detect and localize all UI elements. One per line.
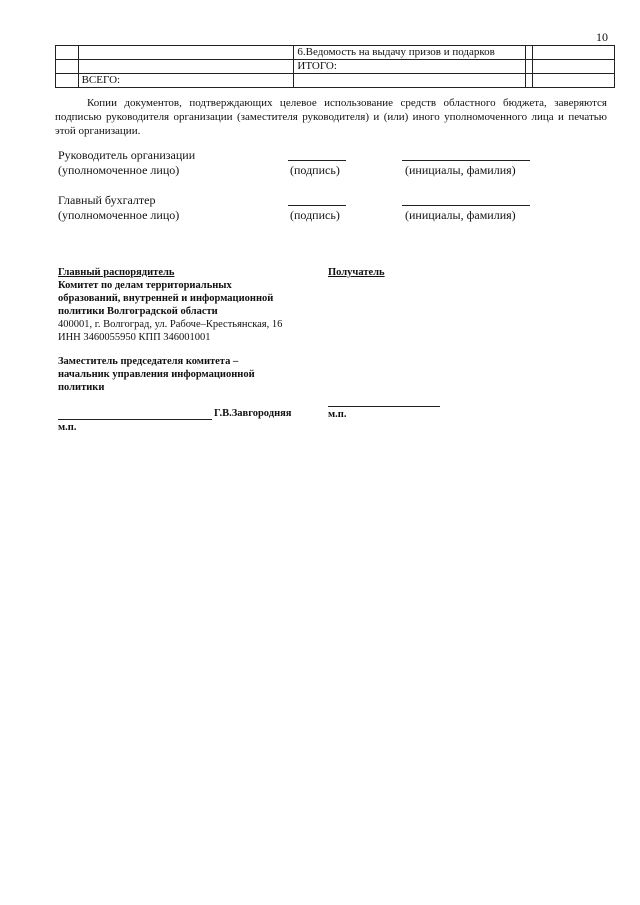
position-line: Заместитель председателя комитета – (58, 356, 239, 367)
table-cell: ИТОГО: (294, 60, 525, 74)
org-line: политики Волгоградской области (58, 306, 218, 317)
left-signature-line (58, 419, 212, 420)
signature-role-2 (58, 193, 179, 223)
org-address: 400001, г. Волгоград, ул. Рабоче–Крестьянская, 16 (58, 319, 283, 330)
table-cell (532, 60, 614, 74)
table-row (56, 74, 615, 88)
table-cell: 6.Ведомость на выдачу призов и подарков (294, 46, 525, 60)
table-cell (78, 60, 294, 74)
table-cell (294, 74, 525, 88)
table-cell (532, 46, 614, 60)
role-title: Руководитель организации (58, 148, 196, 162)
table-row (56, 46, 615, 60)
table-cell (78, 46, 294, 60)
name-line (402, 205, 530, 206)
org-line: образований, внутренней и информационной (58, 293, 274, 304)
table-cell (525, 46, 532, 60)
signer-name: Г.В.Завгородняя (214, 408, 292, 419)
table-cell (56, 46, 79, 60)
table-row (56, 60, 615, 74)
position-line: начальник управления информационной (58, 369, 255, 380)
role-subtitle: (уполномоченное лицо) (58, 208, 180, 222)
report-table (55, 45, 615, 88)
table-cell (56, 74, 79, 88)
right-stamp-label: м.п. (328, 409, 347, 420)
table-cell (532, 74, 614, 88)
role-subtitle: (уполномоченное лицо) (58, 163, 180, 177)
left-heading: Главный распорядитель (58, 267, 175, 278)
copies-paragraph-text: Копии документов, подтверждающих целевое использование средств областного бюджета, заверяются подписью руководителя организации (заместителя руководителя) и (или) иного уполномоченного лица и печатью этой организации. (55, 97, 607, 137)
org-inn-kpp: ИНН 3460055950 КПП 346001001 (58, 332, 211, 343)
signature-line (288, 205, 346, 206)
table-cell (525, 74, 532, 88)
role-title: Главный бухгалтер (58, 193, 156, 207)
sign-label: (подпись) (290, 208, 340, 222)
right-heading: Получатель (328, 267, 385, 278)
org-line: Комитет по делам территориальных (58, 280, 232, 291)
left-stamp-label: м.п. (58, 422, 77, 433)
page-number: 10 (596, 30, 608, 44)
position-title (58, 355, 255, 394)
signature-line (288, 160, 346, 161)
copies-paragraph (55, 96, 607, 138)
table-cell (56, 60, 79, 74)
signature-role-1 (58, 148, 195, 178)
table-cell (525, 60, 532, 74)
name-line (402, 160, 530, 161)
position-line: политики (58, 382, 105, 393)
sign-label: (подпись) (290, 163, 340, 177)
name-label: (инициалы, фамилия) (405, 163, 516, 177)
name-label: (инициалы, фамилия) (405, 208, 516, 222)
right-signature-line (328, 406, 440, 407)
table-cell: ВСЕГО: (78, 74, 294, 88)
org-name (58, 279, 282, 344)
